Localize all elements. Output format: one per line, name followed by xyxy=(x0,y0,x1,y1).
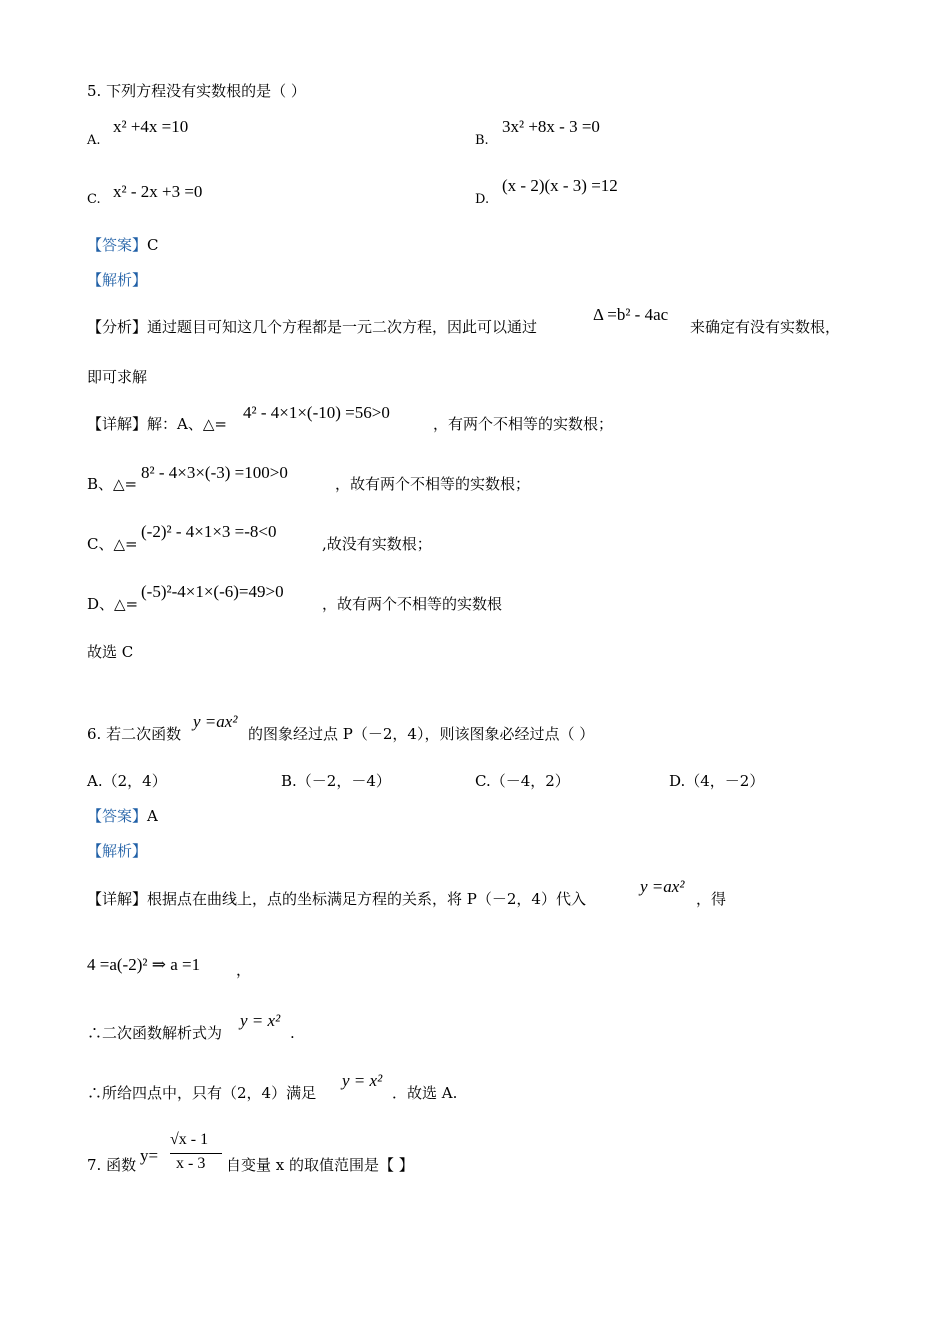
q6-step3-tail: ．故选 A. xyxy=(392,1084,458,1102)
q6-option-a: A.（2，4） xyxy=(87,772,167,790)
fenxi-tail: 来确定有没有实数根， xyxy=(690,318,841,336)
q6-answer: A xyxy=(147,807,158,825)
detail-b-tail: ，故有两个不相等的实数根； xyxy=(335,475,531,493)
q7-fraction xyxy=(170,1131,224,1181)
q5-option-b-label: B. xyxy=(475,133,489,148)
q5-option-c-equation: x² - 2x +3 =0 xyxy=(113,182,203,201)
q5-detail-a-prefix-line xyxy=(87,414,227,434)
detail-a-tail: ，有两个不相等的实数根； xyxy=(433,415,614,433)
fenxi-tag: 【分析】 xyxy=(87,318,148,336)
q6-detail-tail: ，得 xyxy=(696,890,727,908)
q7-stem-tail: 自变量 x 的取值范围是【 】 xyxy=(226,1156,414,1174)
q5-answer-line xyxy=(87,235,159,255)
q6-step3-prefix: ∴所给四点中，只有（2，4）满足 xyxy=(87,1084,317,1102)
q7-y-equals: y= xyxy=(140,1146,159,1165)
detail-tag: 【详解】 xyxy=(87,890,148,908)
q6-step2-formula: y = x² xyxy=(240,1011,281,1030)
detail-c-prefix: C、△= xyxy=(87,535,138,553)
q5-answer: C xyxy=(147,236,159,254)
detail-b-formula: 8² - 4×3×(-3) =100>0 xyxy=(141,463,288,482)
detail-a-formula: 4² - 4×1×(-10) =56>0 xyxy=(243,403,390,422)
fenxi-line2: 即可求解 xyxy=(87,368,148,386)
q5-option-d-equation: (x - 2)(x - 3) =12 xyxy=(502,176,618,195)
detail-c-formula: (-2)² - 4×1×3 =-8<0 xyxy=(141,522,277,541)
detail-a-prefix: 解：A、△= xyxy=(147,415,227,433)
q6-step1-tail: ， xyxy=(236,961,252,979)
detail-d-tail: ，故有两个不相等的实数根 xyxy=(322,595,503,613)
answer-tag: 【答案】 xyxy=(87,807,148,825)
q5-conclusion: 故选 C xyxy=(87,643,134,661)
q5-option-d-label: D. xyxy=(475,192,490,207)
q5-analysis-tag: 【解析】 xyxy=(87,271,148,289)
q6-step1-formula: 4 =a(-2)² ⇒ a =1 xyxy=(87,955,201,974)
q6-step3-formula: y = x² xyxy=(342,1071,383,1090)
q6-detail-text: 根据点在曲线上，点的坐标满足方程的关系，将 P（－2，4）代入 xyxy=(147,890,586,908)
q5-option-a-label: A. xyxy=(87,133,101,148)
fenxi-text: 通过题目可知这几个方程都是一元二次方程，因此可以通过 xyxy=(147,318,538,336)
q6-stem-formula: y =ax² xyxy=(193,712,238,731)
q6-option-c: C.（－4，2） xyxy=(475,772,570,790)
detail-b-prefix: B、△= xyxy=(87,475,138,493)
q5-option-b-equation: 3x² +8x - 3 =0 xyxy=(502,117,600,136)
detail-tag: 【详解】 xyxy=(87,415,148,433)
q6-stem-prefix: 6. 若二次函数 xyxy=(87,725,182,743)
q7-numerator: √x - 1 xyxy=(170,1131,209,1148)
q6-step2-prefix: ∴二次函数解析式为 xyxy=(87,1024,223,1042)
q6-option-d: D.（4，－2） xyxy=(669,772,765,790)
q7-denominator: x - 3 xyxy=(176,1155,206,1172)
q6-answer-line xyxy=(87,806,158,826)
q6-stem-tail: 的图象经过点 P（－2，4），则该图象必经过点（ ） xyxy=(248,725,595,743)
answer-tag: 【答案】 xyxy=(87,236,148,254)
q5-option-a-equation: x² +4x =10 xyxy=(113,117,189,136)
q7-stem-prefix: 7. 函数 xyxy=(87,1156,137,1174)
q6-analysis-tag: 【解析】 xyxy=(87,842,148,860)
q5-fenxi-line xyxy=(87,317,537,337)
fenxi-formula: Δ =b² - 4ac xyxy=(593,305,669,324)
detail-d-prefix: D、△= xyxy=(87,595,139,613)
q5-option-c-label: C. xyxy=(87,192,101,207)
detail-c-tail: ,故没有实数根； xyxy=(322,535,432,553)
q6-step2-tail: . xyxy=(290,1024,295,1042)
q6-detail-formula: y =ax² xyxy=(640,877,685,896)
q6-option-b: B.（－2，－4） xyxy=(281,772,391,790)
q6-detail-line xyxy=(87,889,586,909)
q5-stem: 5. 下列方程没有实数根的是（ ） xyxy=(87,82,306,100)
fraction-bar xyxy=(170,1153,222,1154)
detail-d-formula: (-5)²-4×1×(-6)=49>0 xyxy=(141,582,284,601)
